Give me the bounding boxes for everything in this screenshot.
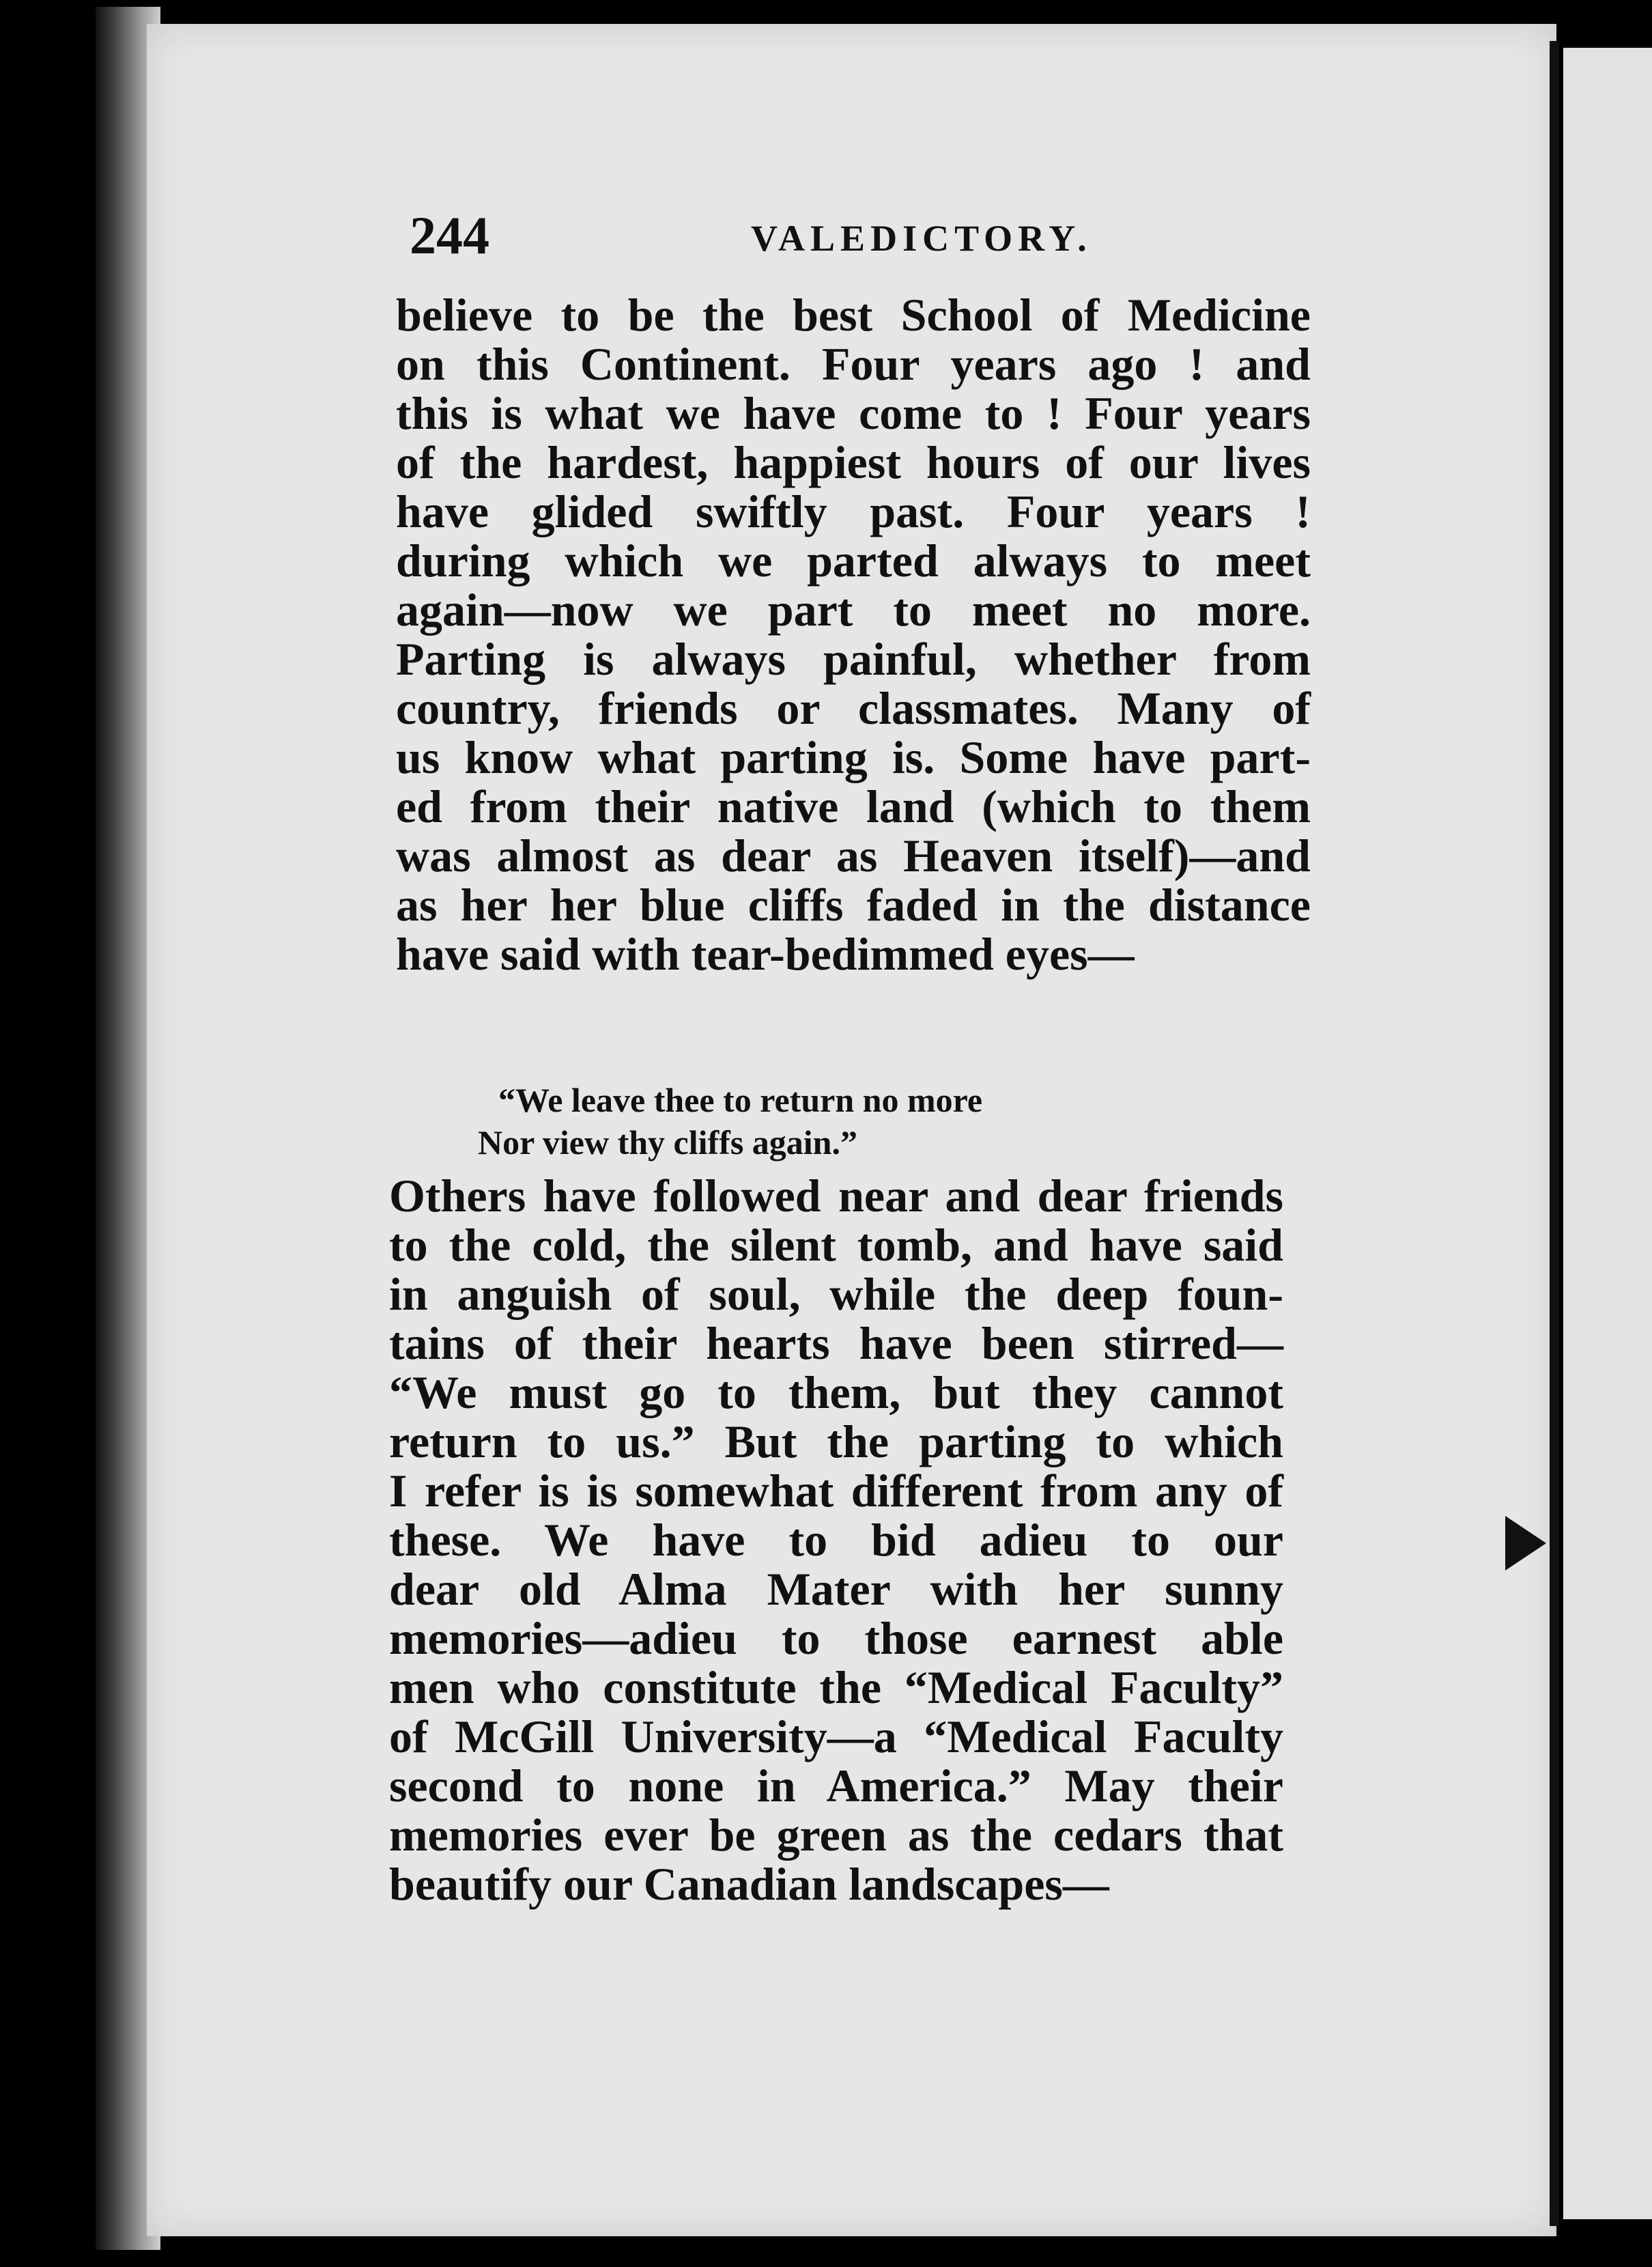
text-line: was almost as dear as Heaven itself)—and xyxy=(396,830,1311,882)
page-number: 244 xyxy=(410,206,489,265)
verse-line: “We leave thee to return no more xyxy=(498,1081,983,1119)
text-line: memories—adieu to those earnest able xyxy=(389,1612,1283,1664)
text-line: tains of their hearts have been stirred— xyxy=(389,1317,1283,1369)
text-line: again—now we part to meet no more. xyxy=(396,584,1311,636)
text-line: memories ever be green as the cedars that xyxy=(389,1809,1283,1861)
text-line: in anguish of soul, while the deep foun- xyxy=(389,1268,1283,1320)
page-marker-icon xyxy=(1505,1516,1546,1571)
text-line: during which we parted always to meet xyxy=(396,535,1311,587)
text-line: I refer is is somewhat different from any of xyxy=(389,1465,1283,1517)
page-header xyxy=(410,198,1297,280)
text-line: “We must go to them, but they cannot xyxy=(389,1366,1283,1418)
paragraph-1 xyxy=(396,290,1311,978)
text-line: of the hardest, happiest hours of our lives xyxy=(396,436,1311,488)
text-line: men who constitute the “Medical Faculty” xyxy=(389,1661,1283,1713)
text-line: us know what parting is. Some have part- xyxy=(396,731,1311,783)
text-line: Others have followed near and dear friends xyxy=(389,1170,1283,1222)
text-line: these. We have to bid adieu to our xyxy=(389,1514,1283,1566)
text-line: country, friends or classmates. Many of xyxy=(396,682,1311,734)
page-gutter xyxy=(1550,41,1559,2226)
text-line: as her her blue cliffs faded in the distance xyxy=(396,879,1311,931)
text-line: dear old Alma Mater with her sunny xyxy=(389,1563,1283,1615)
verse-line: Nor view thy cliffs again.” xyxy=(478,1123,857,1161)
text-line: have said with tear-bedimmed eyes— xyxy=(396,928,1135,980)
text-line: Parting is always painful, whether from xyxy=(396,633,1311,685)
text-line: have glided swiftly past. Four years ! xyxy=(396,485,1311,537)
running-head: VALEDICTORY. xyxy=(751,218,1092,259)
text-line: ed from their native land (which to them xyxy=(396,780,1311,832)
text-line: on this Continent. Four years ago ! and xyxy=(396,338,1311,390)
text-line: to the cold, the silent tomb, and have said xyxy=(389,1219,1283,1271)
text-line: return to us.” But the parting to which xyxy=(389,1416,1283,1467)
text-line: of McGill University—a “Medical Faculty xyxy=(389,1710,1283,1762)
text-line: beautify our Canadian landscapes— xyxy=(389,1858,1109,1910)
text-line: second to none in America.” May their xyxy=(389,1760,1283,1812)
verse-quotation xyxy=(478,1079,1181,1164)
text-line: this is what we have come to ! Four years xyxy=(396,387,1311,439)
facing-page-edge xyxy=(1563,48,1652,2219)
text-line: believe to be the best School of Medicine xyxy=(396,289,1311,341)
paragraph-2 xyxy=(389,1171,1283,1909)
